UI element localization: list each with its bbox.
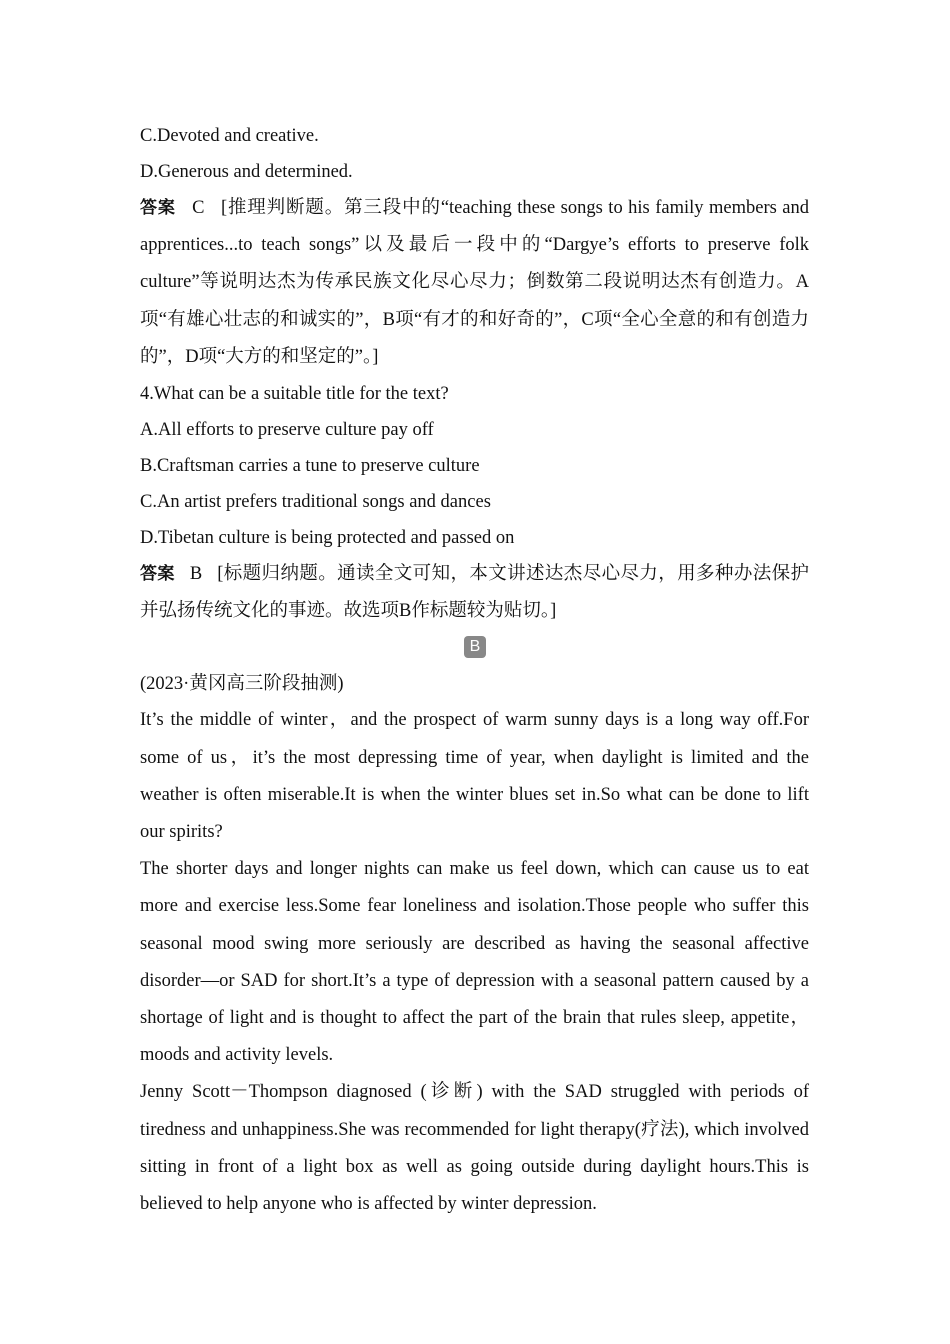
q3-option-c: C.Devoted and creative. (140, 126, 319, 146)
q4-option-d: D.Tibetan culture is being protected and passed on (140, 528, 515, 549)
q4-option-b: B.Craftsman carries a tune to preserve culture (140, 456, 480, 477)
answer-letter: B (189, 564, 203, 585)
q4-answer (140, 556, 809, 630)
document-content (140, 118, 809, 1223)
answer-label: 答案 (140, 564, 175, 585)
answer-explanation: [推理判断题。第三段中的“teaching these songs to his family members and apprentices...to teach songs”以及最后一段中的“Dargye’s efforts to preserve folk culture”等说明达杰为传承民族文化尽心尽力；倒数第二段说明达杰有创造力。A项“有雄心壮志的和诚实的”，B项“有才的和好奇的”，C项“全心全意的和有创造力的”，D项“大方的和坚定的”。] (140, 198, 810, 367)
q4-question: 4.What can be a suitable title for the text? (140, 384, 449, 405)
section-header (140, 630, 809, 666)
q3-option-d: D.Generous and determined. (140, 162, 353, 182)
passage-paragraph-1: It’s the middle of winter，and the prospect of warm sunny days is a long way off.For some of us，it’s the most depressing time of year, when daylight is limited and the weather is often miserable.It is when the winter blues set in.So what can be done to lift our spirits? (140, 710, 809, 843)
answer-letter: C (192, 198, 205, 218)
passage-paragraph-2: The shorter days and longer nights can make us feel down, which can cause us to eat more and exercise less.Some fear loneliness and isolation.Those people who suffer this seasonal mood swing more seriously are described as having the seasonal affective disorder—or SAD for short.It’s a type of depression with a seasonal pattern caused by a shortage of light and is thought to affect the part of the brain that rules sleep, appetite，moods and activity levels. (140, 859, 809, 1066)
passage-paragraph-3: Jenny Scott－Thompson diagnosed (诊断) with the SAD struggled with periods of tiredness and unhappiness.She was recommended for light therapy(疗法), which involved sitting in front of a light box as well as going outside during daylight hours.This is believed to help anyone who is affected by winter depression. (140, 1082, 809, 1215)
answer-label: 答案 (140, 198, 176, 218)
q3-answer (140, 190, 809, 376)
q4-option-a: A.All efforts to preserve culture pay off (140, 420, 434, 441)
q4-option-c: C.An artist prefers traditional songs and dances (140, 492, 491, 513)
section-badge: B (464, 636, 486, 658)
answer-explanation: [标题归纳题。通读全文可知，本文讲述达杰尽心尽力，用多种办法保护并弘扬传统文化的事迹。故选项B作标题较为贴切。] (140, 564, 809, 622)
passage-source: (2023·黄冈高三阶段抽测) (140, 674, 344, 695)
